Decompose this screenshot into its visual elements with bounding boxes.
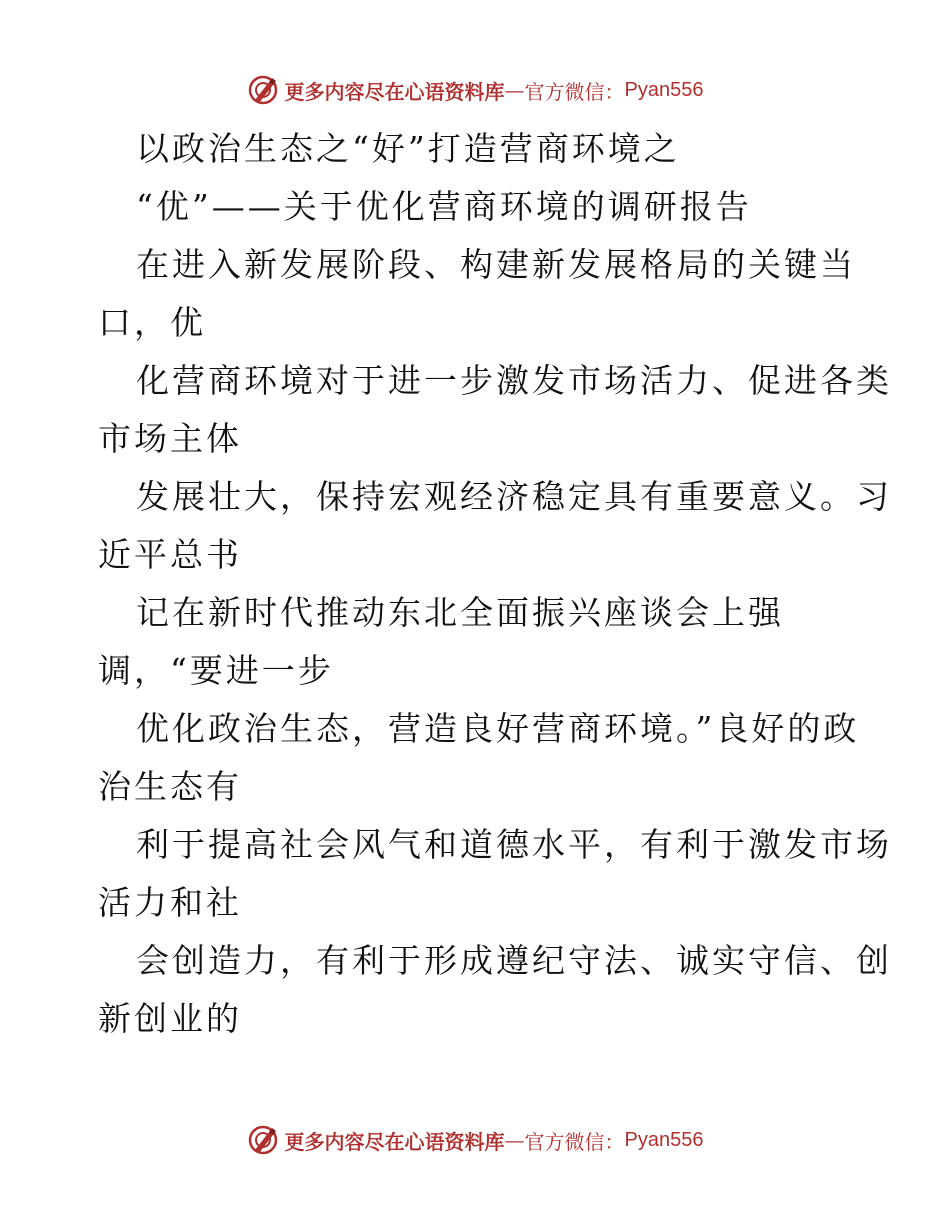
paragraph-line: 活力和社 bbox=[98, 883, 242, 922]
pen-logo-icon bbox=[247, 1124, 279, 1156]
banner-wechat-id: Pyan556 bbox=[624, 1128, 704, 1151]
paragraph-line: 化营商环境对于进一步激发市场活力、促进各类 bbox=[136, 361, 892, 400]
paragraph-line: 新创业的 bbox=[98, 999, 242, 1038]
banner-dash: — bbox=[504, 78, 525, 102]
paragraph-line: 口，优 bbox=[98, 303, 206, 342]
paragraph-line: 市场主体 bbox=[98, 419, 242, 458]
paragraph-line: 近平总书 bbox=[98, 535, 242, 574]
banner-main-text: 更多内容尽在心语资料库 bbox=[284, 1129, 505, 1154]
footer-banner bbox=[0, 1120, 950, 1160]
paragraph-line: 治生态有 bbox=[98, 767, 242, 806]
paragraph-line: 利于提高社会风气和道德水平，有利于激发市场 bbox=[136, 825, 892, 864]
title-line-1: 以政治生态之“好”打造营商环境之 bbox=[136, 129, 680, 168]
banner-main-text: 更多内容尽在心语资料库 bbox=[284, 79, 505, 104]
banner-wechat-id: Pyan556 bbox=[624, 78, 704, 101]
paragraph-line: 发展壮大，保持宏观经济稳定具有重要意义。习 bbox=[136, 477, 892, 516]
paragraph-line: 调，“要进一步 bbox=[98, 651, 334, 690]
banner-dash: — bbox=[504, 1128, 525, 1152]
paragraph-line: 在进入新发展阶段、构建新发展格局的关键当 bbox=[136, 245, 856, 284]
title-line-2: “优”——关于优化营商环境的调研报告 bbox=[136, 187, 752, 226]
header-banner bbox=[0, 70, 950, 110]
document-body bbox=[98, 120, 892, 1048]
banner-wechat-label: 官方微信： bbox=[524, 79, 625, 104]
paragraph-line: 记在新时代推动东北全面振兴座谈会上强 bbox=[136, 593, 784, 632]
pen-logo-icon bbox=[247, 74, 279, 106]
paragraph-line: 优化政治生态，营造良好营商环境。”良好的政 bbox=[136, 709, 860, 748]
paragraph-line: 会创造力，有利于形成遵纪守法、诚实守信、创 bbox=[136, 941, 892, 980]
banner-wechat-label: 官方微信： bbox=[524, 1129, 625, 1154]
